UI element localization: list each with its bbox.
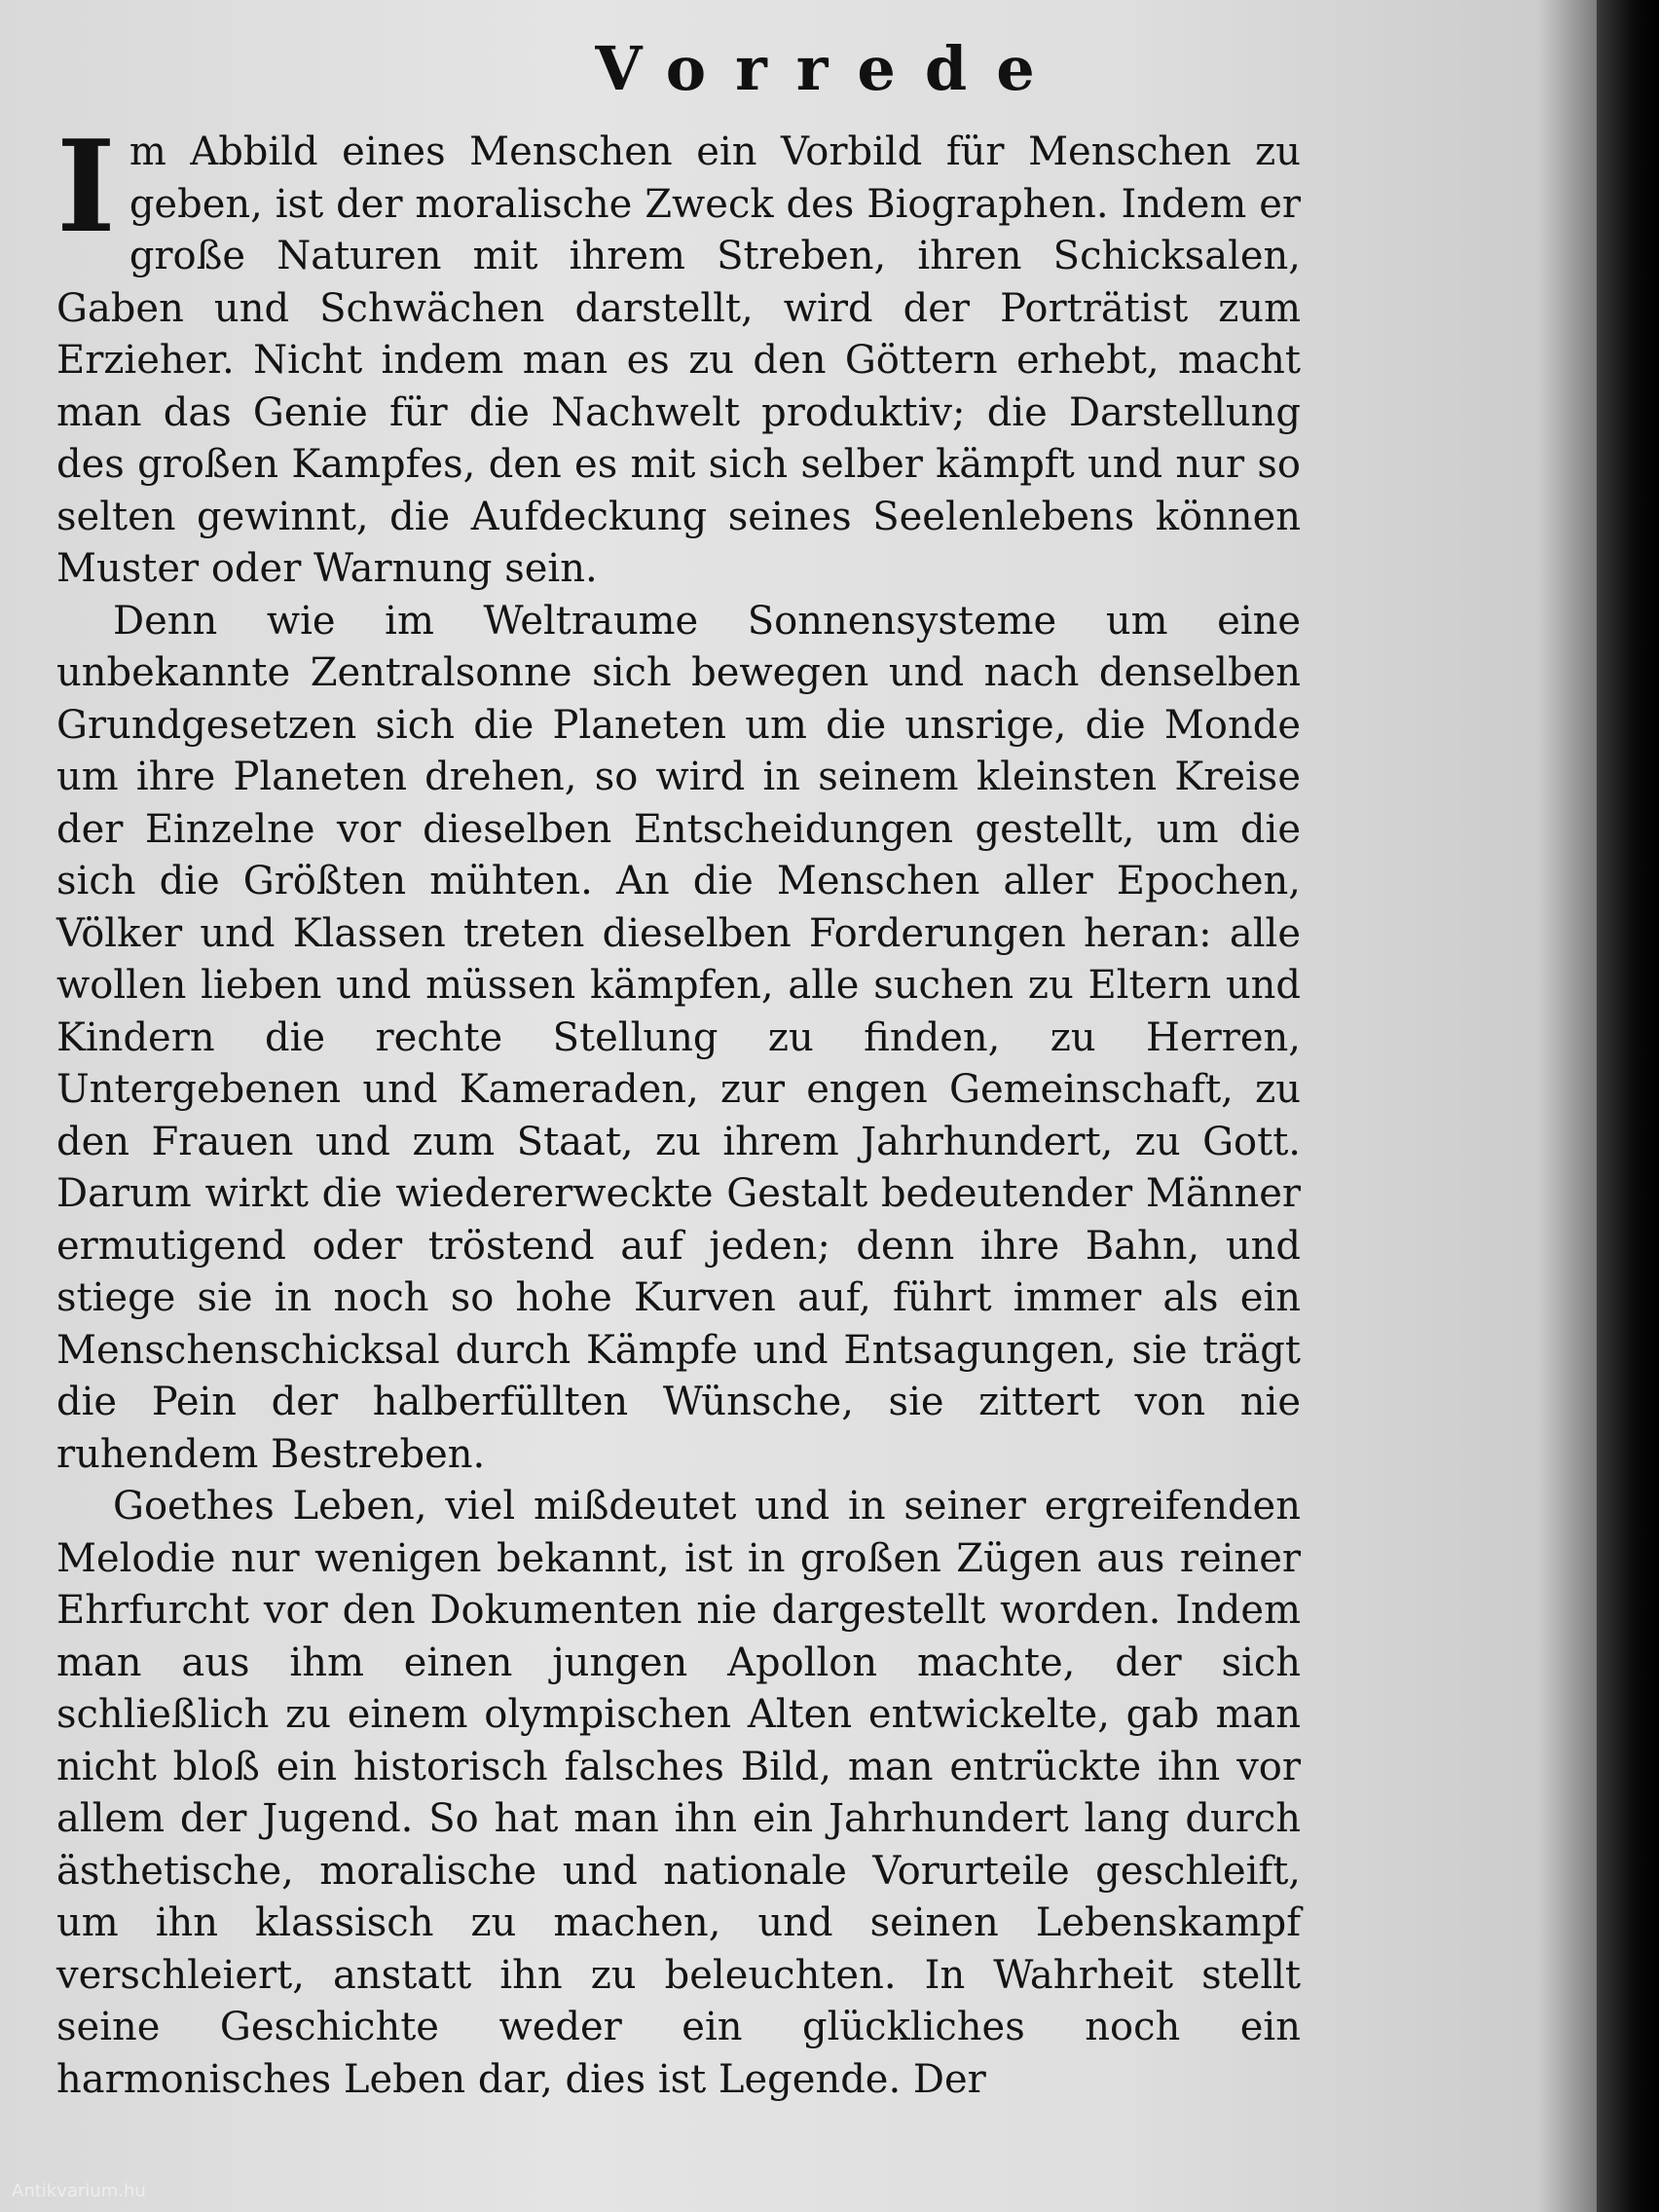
watermark: Antikvarium.hu bbox=[12, 2181, 146, 2201]
paragraph-2: Denn wie im Weltraume Sonnensysteme um eine unbekannte Zentralsonne sich bewegen und nach denselben Grundgesetzen sich die Planeten um die unsrige, die Monde um ihre Planeten drehen, so wird in seinem kleinsten Kreise der Einzelne vor dieselben Entscheidungen gestellt, um die sich die Größten mühten. An die Menschen aller Epochen, Völker und Klassen treten dieselben Forderungen heran: alle wollen lieben und müssen kämpfen, alle suchen zu Eltern und Kindern die rechte Stellung zu finden, zu Herren, Untergebenen und Kameraden, zur engen Gemeinschaft, zu den Frauen und zum Staat, zu ihrem Jahrhundert, zu Gott. Darum wirkt die wiedererweckte Gestalt bedeutender Männer ermutigend oder tröstend auf jeden; denn ihre Bahn, und stiege sie in noch so hohe Kurven auf, führt immer als ein Menschenschicksal durch Kämpfe und Entsagungen, sie trägt die Pein der halberfüllten Wünsche, sie zittert von nie ruhendem Bestreben. bbox=[56, 598, 1301, 1477]
paragraph-3: Goethes Leben, viel mißdeutet und in seiner ergreifenden Melodie nur wenigen bekannt, ist in großen Zügen aus reiner Ehrfurcht vor den Dokumenten nie dargestellt worden. Indem man aus ihm einen jungen Apollon machte, der sich schließlich zu einem olympischen Alten entwickelte, gab man nicht bloß ein historisch falsches Bild, man entrückte ihn vor allem der Jugend. So hat man ihn ein Jahrhundert lang durch ästhetische, moralische und nationale Vorurteile geschleift, um ihn klassisch zu machen, und seinen Lebenskampf verschleiert, anstatt ihn zu beleuchten. In Wahrheit stellt seine Geschichte weder ein glückliches noch ein harmonisches Leben dar, dies ist Legende. Der bbox=[56, 1484, 1301, 2102]
paragraph-1 bbox=[56, 112, 1301, 596]
book-edge bbox=[1597, 0, 1659, 2212]
body-text bbox=[56, 112, 1301, 2106]
paragraph-1-text: m Abbild eines Menschen ein Vorbild für Menschen zu geben, ist der moralische Zweck des Biographen. Indem er große Naturen mit ihrem Streben, ihren Schicksalen, Gaben und Schwächen darstellt, wird der Porträtist zum Erzieher. Nicht indem man es zu den Göttern erhebt, macht man das Genie für die Nachwelt produktiv; die Darstellung des großen Kampfes, den es mit sich selber kämpft und nur so selten gewinnt, die Aufdeckung seines Seelenlebens können Muster oder Warnung sein. bbox=[56, 129, 1301, 591]
page-title: Vorrede bbox=[595, 33, 1064, 104]
drop-cap: I bbox=[56, 112, 116, 261]
